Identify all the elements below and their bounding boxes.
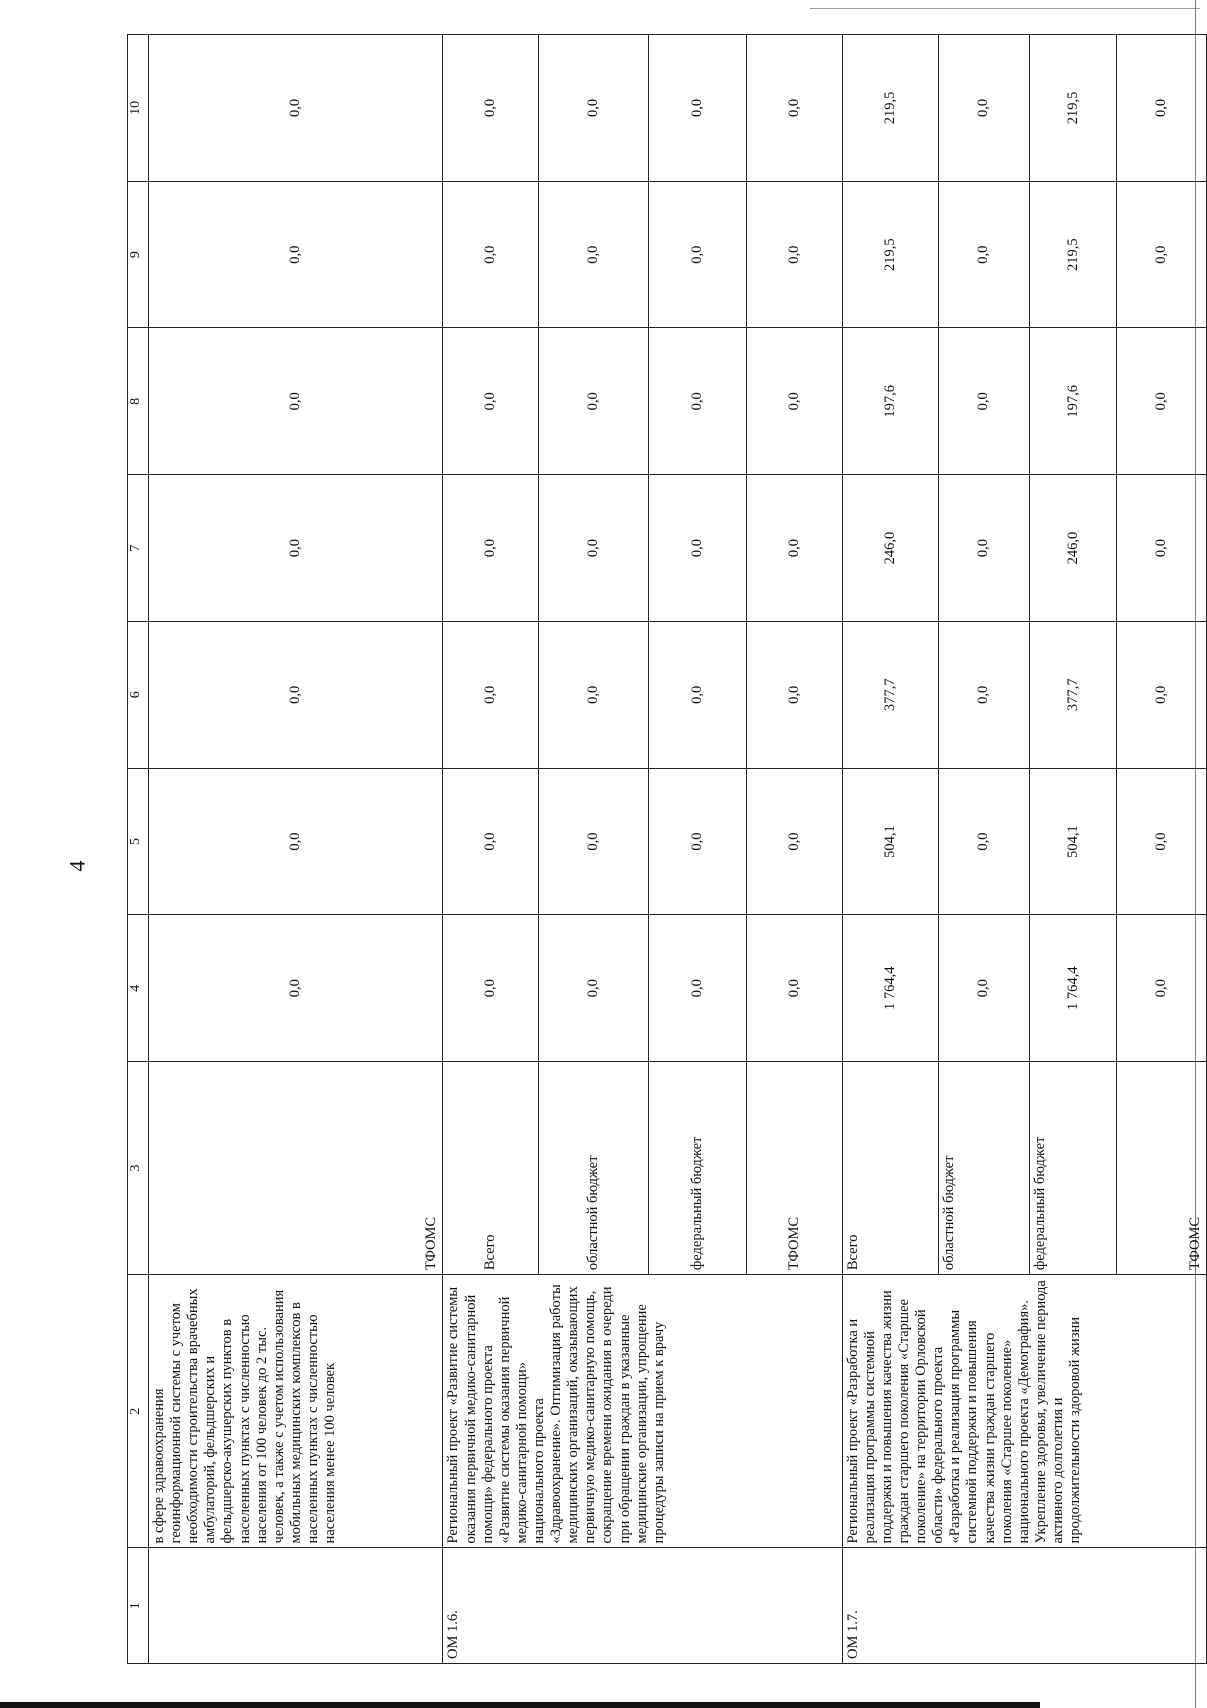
value-cell: 0,0 (149, 768, 443, 915)
header-row (128, 35, 149, 1664)
value-cell: 0,0 (938, 621, 1030, 768)
measure-code: ОМ 1.7. (842, 1548, 1206, 1664)
value-cell: 0,0 (443, 621, 539, 768)
value-cell: 0,0 (443, 328, 539, 475)
header-cell: 9 (128, 181, 149, 328)
value-cell: 0,0 (443, 181, 539, 328)
value-cell: 197,6 (1030, 328, 1117, 475)
value-cell: 0,0 (539, 621, 648, 768)
value-cell: 0,0 (149, 475, 443, 622)
value-cell: 0,0 (1117, 181, 1207, 328)
value-cell: 504,1 (1030, 768, 1117, 915)
header-cell: 8 (128, 328, 149, 475)
table-row (149, 35, 443, 1664)
value-cell: 0,0 (539, 475, 648, 622)
header-cell: 4 (128, 915, 149, 1062)
header-cell: 2 (128, 1275, 149, 1548)
value-cell: 0,0 (1117, 475, 1207, 622)
value-cell: 246,0 (842, 475, 938, 622)
value-cell: 219,5 (1030, 181, 1117, 328)
value-cell: 0,0 (746, 35, 842, 182)
value-cell: 0,0 (149, 915, 443, 1062)
funding-source: ТФОМС (149, 1062, 443, 1275)
value-cell: 0,0 (648, 35, 746, 182)
value-cell: 0,0 (443, 768, 539, 915)
table-row (842, 35, 938, 1664)
value-cell: 0,0 (443, 915, 539, 1062)
value-cell: 0,0 (648, 475, 746, 622)
value-cell: 0,0 (1117, 915, 1207, 1062)
value-cell: 0,0 (746, 621, 842, 768)
value-cell: 0,0 (746, 181, 842, 328)
value-cell: 0,0 (648, 915, 746, 1062)
scan-edge-bar (0, 1702, 1040, 1708)
measure-code (149, 1548, 443, 1664)
header-cell: 3 (128, 1062, 149, 1275)
value-cell: 0,0 (938, 768, 1030, 915)
measure-description: в сфере здравоохранения геоинформационной системы с учетом необходимости строительства врачебных амбулаторий, фельдшерских и фельдшерско-акушерских пунктов в населенных пунктах с численностью населения от 100 человек до 2 тыс. человек, а также с учетом использования мобильных медицинских комплексов в населенных пунктах с численностью населения менее 100 человек (149, 1275, 443, 1548)
header-cell: 5 (128, 768, 149, 915)
value-cell: 0,0 (648, 181, 746, 328)
value-cell: 0,0 (539, 35, 648, 182)
value-cell: 0,0 (648, 768, 746, 915)
header-cell: 7 (128, 475, 149, 622)
value-cell: 504,1 (842, 768, 938, 915)
value-cell: 0,0 (539, 768, 648, 915)
value-cell: 377,7 (1030, 621, 1117, 768)
value-cell: 0,0 (746, 768, 842, 915)
value-cell: 1 764,4 (842, 915, 938, 1062)
funding-source: ТФОМС (746, 1062, 842, 1275)
header-cell: 10 (128, 35, 149, 182)
header-cell: 6 (128, 621, 149, 768)
funding-source: Всего (842, 1062, 938, 1275)
value-cell: 0,0 (746, 915, 842, 1062)
value-cell: 0,0 (539, 181, 648, 328)
value-cell: 0,0 (149, 181, 443, 328)
table-row (443, 35, 539, 1664)
value-cell: 197,6 (842, 328, 938, 475)
rotated-table-container (127, 34, 1207, 1664)
value-cell: 0,0 (648, 328, 746, 475)
value-cell: 219,5 (842, 35, 938, 182)
value-cell: 0,0 (938, 35, 1030, 182)
value-cell: 0,0 (938, 328, 1030, 475)
value-cell: 377,7 (842, 621, 938, 768)
budget-table (127, 34, 1207, 1664)
value-cell: 219,5 (842, 181, 938, 328)
value-cell: 0,0 (1117, 328, 1207, 475)
value-cell: 0,0 (539, 328, 648, 475)
funding-source: Всего (443, 1062, 539, 1275)
value-cell: 0,0 (746, 328, 842, 475)
value-cell: 0,0 (443, 35, 539, 182)
funding-source: областной бюджет (938, 1062, 1030, 1275)
funding-source: ТФОМС (1117, 1062, 1207, 1275)
measure-description: Региональный проект «Развитие системы оказания первичной медико-санитарной помощи» федерального проекта «Развитие системы оказания первичной медико-санитарной помощи» национального проекта «Здравоохранение». Оптимизация работы медицинских организаций, оказывающих первичную медико-санитарную помощь, сокращение времени ожидания в очереди при обращении граждан в указанные медицинские организации, упрощение процедуры записи на прием к врачу (443, 1275, 842, 1548)
funding-source: федеральный бюджет (1030, 1062, 1117, 1275)
value-cell: 0,0 (443, 475, 539, 622)
value-cell: 0,0 (938, 475, 1030, 622)
measure-code: ОМ 1.6. (443, 1548, 842, 1664)
value-cell: 0,0 (1117, 768, 1207, 915)
funding-source: федеральный бюджет (648, 1062, 746, 1275)
value-cell: 219,5 (1030, 35, 1117, 182)
value-cell: 0,0 (938, 181, 1030, 328)
value-cell: 0,0 (938, 915, 1030, 1062)
value-cell: 0,0 (648, 621, 746, 768)
value-cell: 0,0 (1117, 621, 1207, 768)
value-cell: 0,0 (149, 621, 443, 768)
value-cell: 0,0 (539, 915, 648, 1062)
page-number: 4 (64, 860, 90, 872)
value-cell: 0,0 (149, 35, 443, 182)
value-cell: 0,0 (149, 328, 443, 475)
scan-edge-line (810, 8, 1200, 9)
value-cell: 0,0 (1117, 35, 1207, 182)
value-cell: 1 764,4 (1030, 915, 1117, 1062)
value-cell: 246,0 (1030, 475, 1117, 622)
measure-description: Региональный проект «Разработка и реализация программы системной поддержки и повышения качества жизни граждан старшего поколения «Старшее поколение» на территории Орловской области» федерального проекта «Разработка и реализация программы системной поддержки и повышения качества жизни граждан старшего поколения «Старшее поколение» национального проекта «Демография». Укрепление здоровья, увеличение периода активного долголетия и продолжительности здоровой жизни (842, 1275, 1206, 1548)
funding-source: областной бюджет (539, 1062, 648, 1275)
header-cell: 1 (128, 1548, 149, 1664)
value-cell: 0,0 (746, 475, 842, 622)
